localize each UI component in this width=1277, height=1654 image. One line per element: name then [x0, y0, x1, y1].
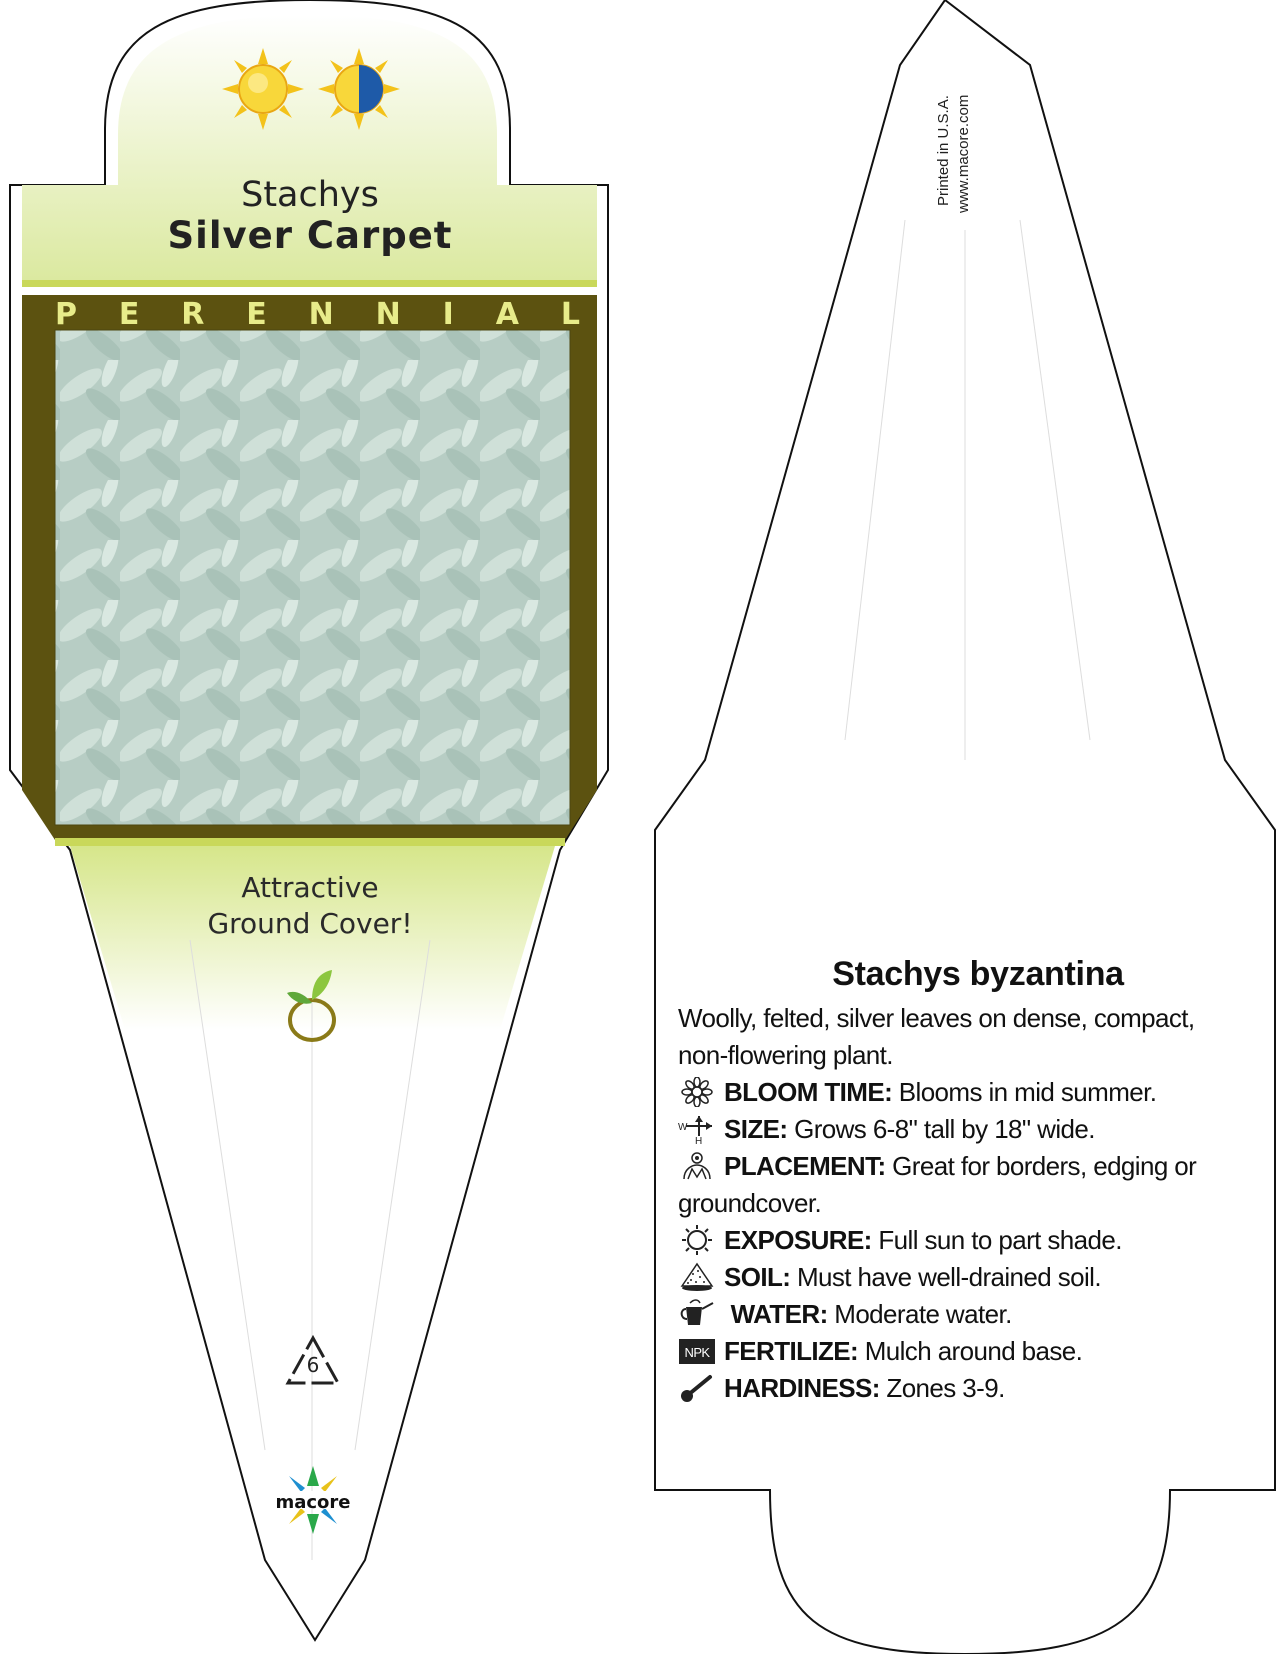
care-label: BLOOM TIME:: [724, 1077, 893, 1107]
category-letter: E: [118, 297, 140, 332]
care-label: FERTILIZE:: [724, 1336, 859, 1366]
care-text: Mulch around base.: [858, 1336, 1083, 1366]
tagline: [120, 870, 500, 942]
npk-icon: [678, 1336, 716, 1366]
category-letter: E: [246, 297, 267, 332]
category-letter: R: [181, 297, 205, 332]
size-w-label: W: [678, 1122, 687, 1133]
placement-icon: [678, 1151, 716, 1181]
care-text: Must have well-drained soil.: [790, 1262, 1101, 1292]
care-label: EXPOSURE:: [724, 1225, 872, 1255]
flower-icon: [678, 1077, 716, 1107]
website: www.macore.com: [955, 94, 972, 213]
care-label: SOIL:: [724, 1262, 791, 1292]
care-row-soil: [678, 1259, 1198, 1296]
plant-sprout-icon: [282, 965, 342, 1045]
recycle-icon: [283, 1333, 343, 1393]
care-text: Grows 6-8" tall by 18" wide.: [787, 1114, 1095, 1144]
category-letter: N: [375, 297, 401, 332]
logo-text: macore: [275, 1492, 351, 1513]
care-text: Zones 3-9.: [879, 1373, 1005, 1403]
care-label: HARDINESS:: [724, 1373, 880, 1403]
care-label: SIZE:: [724, 1114, 788, 1144]
soil-icon: [678, 1262, 716, 1292]
care-row-bloom: [678, 1074, 1198, 1111]
category-letter: L: [560, 297, 580, 332]
part-shade-icon: [318, 48, 400, 130]
plant-photo: [55, 330, 570, 825]
care-text: Full sun to part shade.: [871, 1225, 1122, 1255]
care-row-placement: [678, 1148, 1198, 1185]
placement-continued: groundcover.: [678, 1188, 822, 1218]
botanical-name: Stachys byzantina: [832, 955, 1124, 993]
category-letter: I: [442, 297, 454, 332]
care-row-hardiness: [678, 1370, 1198, 1407]
care-label: PLACEMENT:: [724, 1151, 886, 1181]
size-h-label: H: [695, 1136, 702, 1144]
watering-can-icon: [678, 1299, 716, 1329]
tagline-line-2: Ground Cover!: [207, 907, 413, 940]
full-sun-icon: [222, 48, 304, 130]
sun-exposure-icon: [678, 1225, 716, 1255]
care-text: Blooms in mid summer.: [892, 1077, 1157, 1107]
npk-text: NPK: [684, 1345, 710, 1360]
care-text: Moderate water.: [827, 1299, 1012, 1329]
category-letter: N: [308, 297, 334, 332]
care-text: Great for borders, edging or: [885, 1151, 1197, 1181]
size-arrows-icon: [678, 1114, 716, 1144]
category-label: [55, 297, 580, 332]
care-row-water: [678, 1296, 1198, 1333]
macore-logo: [268, 1465, 358, 1535]
printed-in-usa: Printed in U.S.A.: [935, 95, 952, 206]
care-row-exposure: [678, 1222, 1198, 1259]
genus-name: Stachys: [241, 175, 379, 215]
printed-info: [935, 48, 972, 218]
thermometer-icon: [678, 1373, 716, 1403]
tagline-line-1: Attractive: [241, 871, 379, 904]
care-row-size: [678, 1111, 1198, 1148]
plant-description: Woolly, felted, silver leaves on dense, compact, non-flowering plant.: [678, 1003, 1195, 1070]
category-letter: P: [55, 297, 77, 332]
recycle-number: 6: [306, 1353, 320, 1377]
category-letter: A: [495, 297, 519, 332]
care-info: [678, 955, 1198, 1407]
care-row-fertilize: [678, 1333, 1198, 1370]
cultivar-name: Silver Carpet: [167, 214, 453, 257]
care-label: WATER:: [724, 1299, 828, 1329]
